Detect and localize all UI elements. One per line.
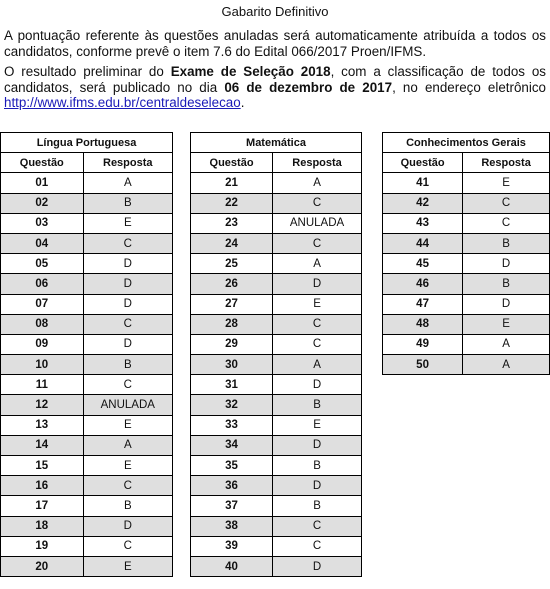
question-number: 46 xyxy=(383,274,463,294)
table-row xyxy=(1,274,173,294)
answer-value: D xyxy=(83,334,172,354)
answer-table-general-knowledge xyxy=(382,132,550,375)
column-header-answer: Resposta xyxy=(463,153,550,173)
table-row xyxy=(383,294,550,314)
answer-value: C xyxy=(273,314,362,334)
answer-value: E xyxy=(83,556,172,576)
table-row xyxy=(383,193,550,213)
selection-center-link[interactable]: http://www.ifms.edu.br/centraldeselecao xyxy=(4,95,241,110)
answer-value: D xyxy=(463,254,550,274)
table-row xyxy=(191,536,362,556)
table-row xyxy=(1,415,173,435)
table-row xyxy=(1,334,173,354)
question-number: 49 xyxy=(383,334,463,354)
answer-value: D xyxy=(83,294,172,314)
answer-value: D xyxy=(273,375,362,395)
table-row xyxy=(191,415,362,435)
question-number: 06 xyxy=(1,274,84,294)
table-row xyxy=(191,314,362,334)
table-row xyxy=(1,496,173,516)
column-header-question: Questão xyxy=(1,153,84,173)
question-number: 16 xyxy=(1,476,84,496)
table-title: Matemática xyxy=(191,133,362,153)
document-title: Gabarito Definitivo xyxy=(221,4,329,19)
question-number: 15 xyxy=(1,456,84,476)
paragraph-text: O resultado preliminar do xyxy=(4,64,171,79)
question-number: 42 xyxy=(383,193,463,213)
table-row xyxy=(1,193,173,213)
question-number: 39 xyxy=(191,536,273,556)
answer-value: C xyxy=(83,375,172,395)
answer-value: E xyxy=(463,173,550,193)
answer-value: C xyxy=(83,476,172,496)
question-number: 07 xyxy=(1,294,84,314)
column-header-question: Questão xyxy=(383,153,463,173)
question-number: 12 xyxy=(1,395,84,415)
table-row xyxy=(191,254,362,274)
table-row xyxy=(191,435,362,455)
question-number: 31 xyxy=(191,375,273,395)
answer-value: C xyxy=(273,516,362,536)
question-number: 50 xyxy=(383,355,463,375)
question-number: 11 xyxy=(1,375,84,395)
table-row xyxy=(383,213,550,233)
question-number: 29 xyxy=(191,334,273,354)
answer-value: C xyxy=(273,334,362,354)
question-number: 36 xyxy=(191,476,273,496)
table-row xyxy=(1,375,173,395)
table-row xyxy=(191,496,362,516)
table-row xyxy=(191,173,362,193)
answer-value: D xyxy=(273,476,362,496)
question-number: 33 xyxy=(191,415,273,435)
table-row xyxy=(191,355,362,375)
question-number: 01 xyxy=(1,173,84,193)
table-row xyxy=(1,556,173,576)
table-row xyxy=(383,334,550,354)
answer-value: B xyxy=(463,233,550,253)
table-row xyxy=(383,173,550,193)
question-number: 10 xyxy=(1,355,84,375)
answer-value: A xyxy=(463,334,550,354)
question-number: 43 xyxy=(383,213,463,233)
question-number: 23 xyxy=(191,213,273,233)
answer-value: C xyxy=(463,193,550,213)
question-number: 30 xyxy=(191,355,273,375)
answer-value: B xyxy=(83,496,172,516)
answer-table-portuguese xyxy=(0,132,173,577)
answer-value: A xyxy=(273,254,362,274)
answer-value: B xyxy=(83,193,172,213)
column-header-answer: Resposta xyxy=(83,153,172,173)
table-row xyxy=(1,213,173,233)
answer-value: ANULADA xyxy=(273,213,362,233)
column-header-question: Questão xyxy=(191,153,273,173)
question-number: 35 xyxy=(191,456,273,476)
table-row xyxy=(1,294,173,314)
result-notice-paragraph xyxy=(4,64,546,111)
question-number: 24 xyxy=(191,233,273,253)
table-row xyxy=(1,314,173,334)
table-row xyxy=(191,334,362,354)
table-row xyxy=(191,294,362,314)
answer-value: C xyxy=(273,536,362,556)
answer-value: E xyxy=(83,415,172,435)
table-row xyxy=(1,435,173,455)
table-row xyxy=(383,314,550,334)
paragraph-text: , no endereço eletrônico xyxy=(392,79,546,95)
publication-date: 06 de dezembro de 2017 xyxy=(224,79,393,95)
answer-value: B xyxy=(83,355,172,375)
table-row xyxy=(191,456,362,476)
question-number: 32 xyxy=(191,395,273,415)
answer-value: B xyxy=(273,496,362,516)
answer-value: B xyxy=(273,456,362,476)
question-number: 04 xyxy=(1,233,84,253)
question-number: 22 xyxy=(191,193,273,213)
question-number: 17 xyxy=(1,496,84,516)
answer-table-math xyxy=(190,132,362,577)
answer-value: E xyxy=(83,213,172,233)
table-row xyxy=(1,233,173,253)
table-row xyxy=(1,173,173,193)
question-number: 34 xyxy=(191,435,273,455)
question-number: 40 xyxy=(191,556,273,576)
question-number: 03 xyxy=(1,213,84,233)
column-header-answer: Resposta xyxy=(273,153,362,173)
answer-value: C xyxy=(83,536,172,556)
answer-value: A xyxy=(83,435,172,455)
answer-value: ANULADA xyxy=(83,395,172,415)
question-number: 48 xyxy=(383,314,463,334)
answer-value: D xyxy=(463,294,550,314)
question-number: 45 xyxy=(383,254,463,274)
answer-value: E xyxy=(463,314,550,334)
answer-value: D xyxy=(83,254,172,274)
answer-value: E xyxy=(273,294,362,314)
table-row xyxy=(191,375,362,395)
table-row xyxy=(1,476,173,496)
answer-value: C xyxy=(273,193,362,213)
answer-value: B xyxy=(463,274,550,294)
table-row xyxy=(191,274,362,294)
table-row xyxy=(1,456,173,476)
table-row xyxy=(191,193,362,213)
question-number: 02 xyxy=(1,193,84,213)
answer-value: E xyxy=(273,415,362,435)
answer-value: A xyxy=(463,355,550,375)
table-row xyxy=(383,233,550,253)
question-number: 09 xyxy=(1,334,84,354)
question-number: 41 xyxy=(383,173,463,193)
paragraph-text: . xyxy=(240,95,245,110)
question-number: 27 xyxy=(191,294,273,314)
question-number: 18 xyxy=(1,516,84,536)
question-number: 28 xyxy=(191,314,273,334)
table-row xyxy=(383,274,550,294)
answer-value: C xyxy=(83,233,172,253)
annulled-notice-paragraph: A pontuação referente às questões anuladas será automaticamente atribuída a todos os candidatos, conforme prevê o item 7.6 do Edital 066/2017 Proen/IFMS. xyxy=(4,28,546,59)
table-row xyxy=(383,355,550,375)
question-number: 25 xyxy=(191,254,273,274)
table-row xyxy=(191,556,362,576)
table-row xyxy=(191,233,362,253)
answer-value: D xyxy=(273,556,362,576)
answer-value: A xyxy=(273,173,362,193)
table-row xyxy=(1,536,173,556)
question-number: 13 xyxy=(1,415,84,435)
answer-value: B xyxy=(273,395,362,415)
answer-value: C xyxy=(463,213,550,233)
table-row xyxy=(191,516,362,536)
question-number: 08 xyxy=(1,314,84,334)
answer-value: D xyxy=(273,435,362,455)
table-row xyxy=(1,516,173,536)
answer-value: E xyxy=(83,456,172,476)
answer-value: D xyxy=(273,274,362,294)
question-number: 37 xyxy=(191,496,273,516)
paragraph-text: , com a classificação de todos os candidatos, será publicado no dia xyxy=(4,64,546,95)
question-number: 38 xyxy=(191,516,273,536)
question-number: 44 xyxy=(383,233,463,253)
exam-name: Exame de Seleção 2018 xyxy=(170,64,331,79)
answer-value: D xyxy=(83,516,172,536)
answer-value: A xyxy=(273,355,362,375)
question-number: 26 xyxy=(191,274,273,294)
question-number: 47 xyxy=(383,294,463,314)
table-row xyxy=(383,254,550,274)
table-row xyxy=(1,254,173,274)
answer-value: C xyxy=(273,233,362,253)
table-title: Língua Portuguesa xyxy=(1,133,173,153)
question-number: 14 xyxy=(1,435,84,455)
table-row xyxy=(1,395,173,415)
question-number: 19 xyxy=(1,536,84,556)
table-row xyxy=(1,355,173,375)
table-row xyxy=(191,213,362,233)
question-number: 21 xyxy=(191,173,273,193)
answer-value: C xyxy=(83,314,172,334)
answer-value: D xyxy=(83,274,172,294)
table-row xyxy=(191,395,362,415)
answer-value: A xyxy=(83,173,172,193)
table-row xyxy=(191,476,362,496)
question-number: 20 xyxy=(1,556,84,576)
question-number: 05 xyxy=(1,254,84,274)
table-title: Conhecimentos Gerais xyxy=(383,133,550,153)
